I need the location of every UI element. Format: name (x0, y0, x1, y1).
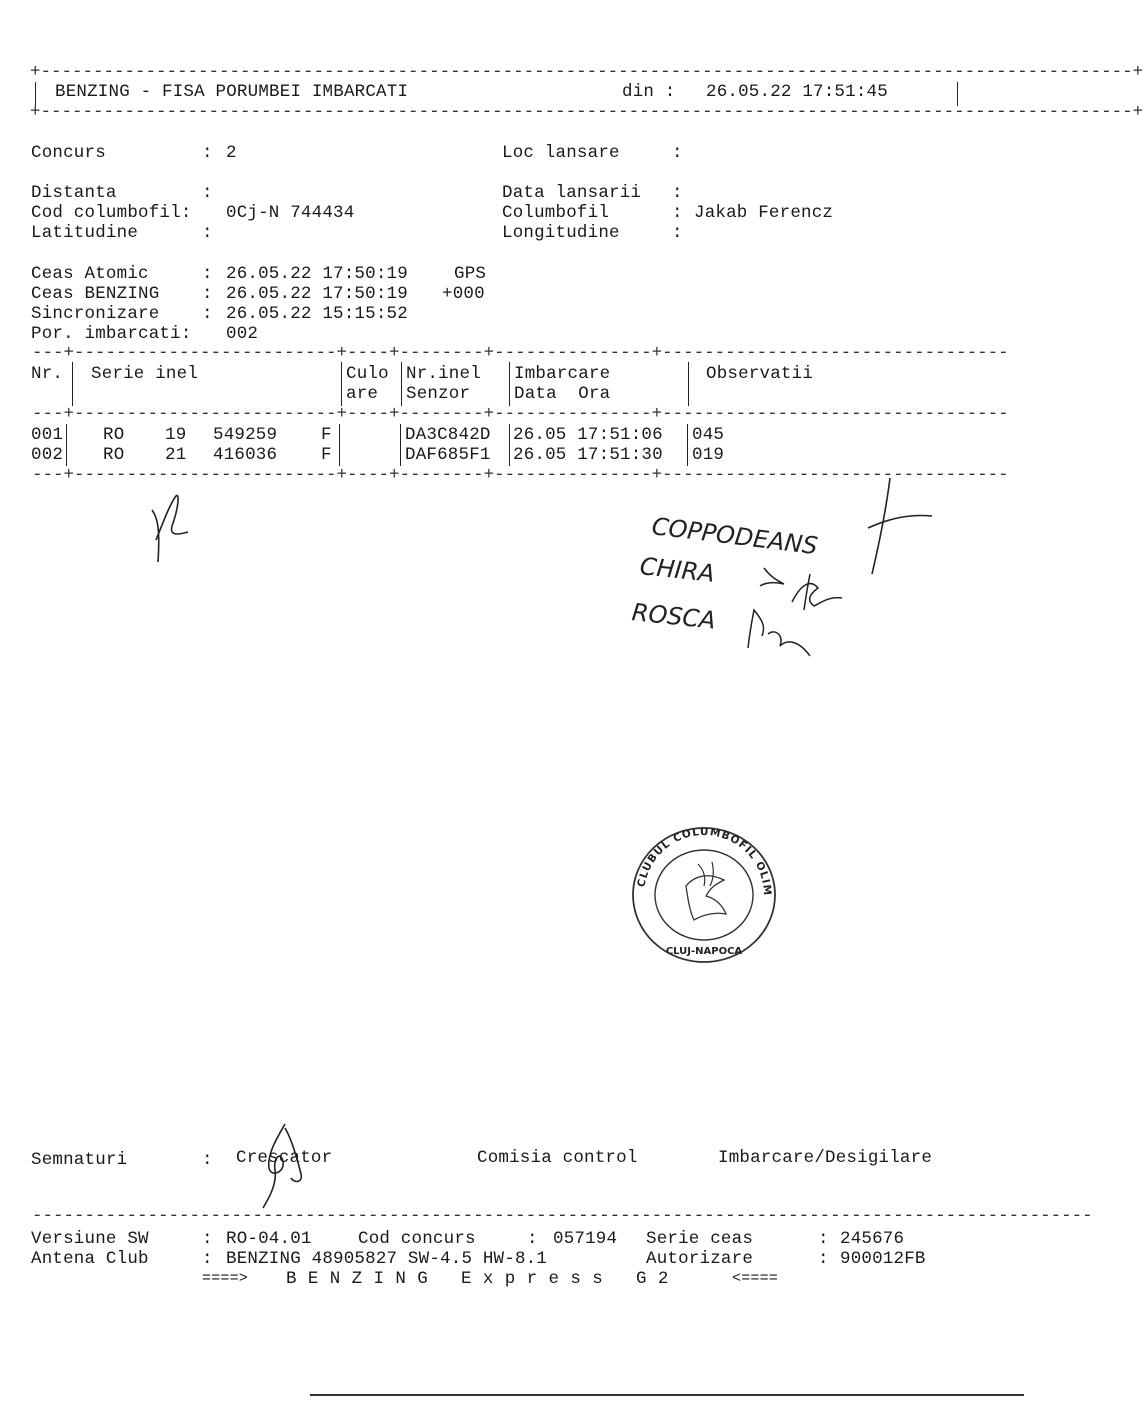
col-header-serie: Serie inel (91, 364, 199, 384)
col-header-nrinel-2: Senzor (406, 384, 471, 404)
loc-lansare-label: Loc lansare (502, 143, 620, 163)
longitudine-colon: : (672, 223, 683, 243)
date-value: 26.05.22 17:51:45 (706, 82, 888, 102)
row-sex: F (321, 425, 332, 445)
data-lansarii-colon: : (672, 183, 683, 203)
longitudine-label: Longitudine (502, 223, 620, 243)
express-arrow-left: ====> (202, 1270, 249, 1287)
table-col-bar (341, 362, 342, 406)
header-right-bar (957, 82, 958, 106)
versiune-sw-colon: : (202, 1229, 213, 1249)
row-country: RO (103, 425, 125, 445)
stamp-city: CLUJ-NAPOCA (665, 946, 743, 957)
table-bottom-border: ---+-------------------------+----+--------+---------------+--------------------------------- (32, 465, 1009, 485)
ceas-benzing-colon: : (202, 284, 213, 304)
row-sensor: DAF685F1 (405, 445, 491, 465)
concurs-colon: : (202, 143, 213, 163)
handwritten-signatures (740, 470, 940, 670)
concurs-label: Concurs (31, 143, 106, 163)
semnaturi-colon: : (202, 1150, 213, 1170)
row-observatii: 019 (692, 445, 725, 465)
table-col-bar (509, 424, 510, 466)
cod-concurs-colon: : (527, 1229, 538, 1249)
col-header-nrinel-1: Nr.inel (406, 364, 481, 384)
row-year: 21 (165, 445, 187, 465)
row-sex: F (321, 445, 332, 465)
row-ring: 416036 (213, 445, 278, 465)
header-left-bar (35, 82, 36, 106)
table-col-bar (72, 362, 73, 406)
col-header-observatii: Observatii (706, 364, 814, 384)
ceas-benzing-label: Ceas BENZING (31, 284, 160, 304)
columbofil-label: Columbofil (502, 203, 610, 223)
cod-concurs-label: Cod concurs (358, 1229, 476, 1249)
table-col-bar (339, 424, 340, 466)
col-header-nr: Nr. (31, 364, 64, 384)
semnaturi-label: Semnaturi (31, 1150, 128, 1170)
loc-lansare-colon: : (672, 143, 683, 163)
antena-club-value: BENZING 48905827 SW-4.5 HW-8.1 (226, 1249, 548, 1269)
cod-concurs-value: 057194 (553, 1229, 618, 1249)
footer-separator: ----------------------------------------------------------------------------------------------------- (32, 1206, 1093, 1226)
row-nr: 001 (31, 425, 64, 445)
ceas-atomic-value: 26.05.22 17:50:19 (226, 264, 408, 284)
initials-signature (148, 490, 198, 570)
row-sensor: DA3C842D (405, 425, 491, 445)
handwritten-name-2: CHIRA (638, 552, 717, 588)
club-stamp (623, 815, 780, 966)
latitudine-label: Latitudine (31, 223, 139, 243)
table-col-bar (66, 424, 67, 466)
autorizare-label: Autorizare (646, 1249, 754, 1269)
row-year: 19 (165, 425, 187, 445)
columbofil-value: Jakab Ferencz (694, 203, 834, 223)
row-country: RO (103, 445, 125, 465)
table-top-border: ---+-------------------------+----+--------+---------------+--------------------------------- (32, 343, 1009, 363)
serie-ceas-colon: : (818, 1229, 829, 1249)
header-top-border: +--------------------------------------------------------------------------------------------------------+ (30, 62, 1143, 82)
cod-columbofil-label: Cod columbofil: (31, 203, 192, 223)
row-datetime: 26.05 17:51:30 (513, 445, 663, 465)
row-ring: 549259 (213, 425, 278, 445)
antena-club-colon: : (202, 1249, 213, 1269)
serie-ceas-label: Serie ceas (646, 1229, 754, 1249)
handwritten-name-3: ROSCA (630, 598, 717, 635)
antena-club-label: Antena Club (31, 1249, 149, 1269)
ceas-benzing-value: 26.05.22 17:50:19 (226, 284, 408, 304)
por-imbarcati-value: 002 (226, 324, 259, 344)
table-col-bar (688, 362, 689, 406)
ceas-atomic-suffix: GPS (454, 264, 487, 284)
versiune-sw-value: RO-04.01 (226, 1229, 312, 1249)
table-col-bar (687, 424, 688, 466)
columbofil-colon: : (672, 203, 683, 223)
row-observatii: 045 (692, 425, 725, 445)
ceas-atomic-colon: : (202, 264, 213, 284)
latitudine-colon: : (202, 223, 213, 243)
comisia-control-label: Comisia control (477, 1148, 638, 1168)
cod-columbofil-value: 0Cj-N 744434 (226, 203, 355, 223)
autorizare-value: 900012FB (840, 1249, 926, 1269)
sincronizare-value: 26.05.22 15:15:52 (226, 304, 408, 324)
date-label: din : (622, 82, 676, 102)
col-header-imbarcare-1: Imbarcare (514, 364, 611, 384)
concurs-value: 2 (226, 143, 237, 163)
table-col-bar (401, 362, 402, 406)
handwritten-name-1: COPPODEANS (650, 512, 820, 561)
header-bottom-border: +--------------------------------------------------------------------------------------------------------+ (30, 102, 1143, 122)
por-imbarcati-label: Por. imbarcati: (31, 324, 192, 344)
col-header-culoare-2: are (346, 384, 379, 404)
row-nr: 002 (31, 445, 64, 465)
ceas-atomic-label: Ceas Atomic (31, 264, 149, 284)
distanta-colon: : (202, 183, 213, 203)
crescator-signature (255, 1118, 315, 1213)
express-arrow-right: <==== (732, 1270, 779, 1287)
document-title: BENZING - FISA PORUMBEI IMBARCATI (55, 82, 409, 102)
page-bottom-edge (310, 1394, 1024, 1396)
col-header-culoare-1: Culo (346, 364, 389, 384)
ceas-benzing-suffix: +000 (442, 284, 485, 304)
row-datetime: 26.05 17:51:06 (513, 425, 663, 445)
stamp-ring-text: CLUBUL COLUMBOFIL OLIMPIA 04 (623, 815, 774, 897)
imbarcare-desigilare-label: Imbarcare/Desigilare (718, 1148, 933, 1168)
col-header-imbarcare-2: Data Ora (514, 384, 611, 404)
sincronizare-colon: : (202, 304, 213, 324)
serie-ceas-value: 245676 (840, 1229, 905, 1249)
data-lansarii-label: Data lansarii (502, 183, 642, 203)
table-col-bar (509, 362, 510, 406)
autorizare-colon: : (818, 1249, 829, 1269)
sincronizare-label: Sincronizare (31, 304, 160, 324)
versiune-sw-label: Versiune SW (31, 1229, 149, 1249)
distanta-label: Distanta (31, 183, 117, 203)
table-col-bar (400, 424, 401, 466)
table-header-border: ---+-------------------------+----+--------+---------------+--------------------------------- (32, 404, 1009, 424)
crescator-label: Crescator (236, 1148, 333, 1168)
express-banner: BENZING Express G2 (286, 1269, 680, 1289)
